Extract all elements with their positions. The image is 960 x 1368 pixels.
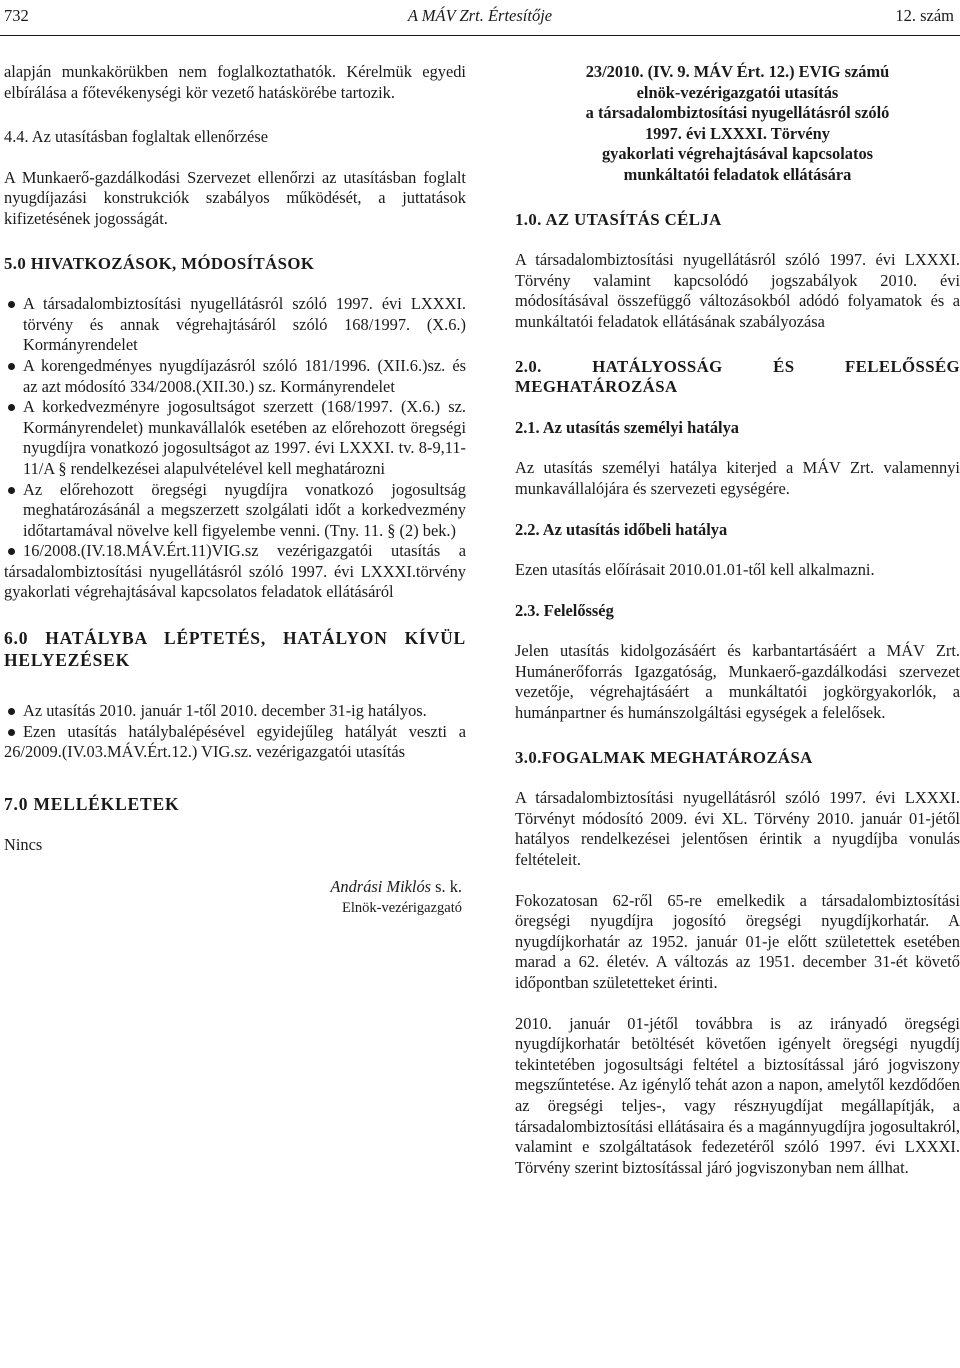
document-title-line: elnök-vezérigazgatói utasítás [636,82,839,102]
signature-name: Andrási Miklós [330,877,432,897]
section-2-3-text: Jelen utasítás kidolgozásáért és karbantartásáért a MÁV Zrt. Humánerőforrás Igazgatóság, Munkaerő-gazdálkodási szervezet vezetője, végrehajtásáért a munkáltatói jogkörgyakorlók, a humánpartner és humánszolgáltási egységek a felelősek. [515,641,960,723]
header-rule [0,35,960,36]
section-3-paragraph: Fokozatosan 62-ről 65-re emelkedik a társadalombiztosítási öregségi nyugdíjra jogosító öregségi nyugdíjkorhatár. A nyugdíjkorhatár az 1952. január 01-je előtt születettek esetében marad a 62. életév. A változás az 1951. december 31-ét követő időpontban születetteket érinti. [515,890,960,992]
effect-item: Az utasítás 2010. január 1-től 2010. december 31-ig hatályos. [4,701,466,722]
document-title [515,62,960,186]
document-title-line: gyakorlati végrehajtásával kapcsolatos [601,144,874,164]
section-3-paragraph: 2010. január 01-jétől továbbra is az irányadó öregségi nyugdíjkorhatár betöltését követően igényelt öregségi nyugdíj tekintetében jogosultsági feltétel a biztosítással járó jogviszony megszűntetése. Az igénylő tehát azon a napon, amelytől kezdődően az öregségi teljes-, vagy részнyugdíjat megállapítják, a társadalombiztosítási ellátásaira és a magánnyugdíjra jogosultakról, valamint e szolgáltatások fedezetéről szóló 1997. évi LXXXI. Törvény szerint biztosítással járó jogviszonyban nem állhat. [515,1013,960,1177]
document-title-line: munkáltatói feladatok ellátására [623,164,852,184]
document-title-line: 23/2010. (IV. 9. MÁV Ért. 12.) EVIG számú [585,62,890,81]
section-3-paragraph: A társadalombiztosítási nyugellátásról szóló 1997. évi LXXXI. Törvényt módosító 2009. évi XL. Törvény 2010. január 01-jétől hatályos rendelkezései jelentősen érintik a nyugdíjba vonulás feltételeit. [515,788,960,870]
reference-item: A társadalombiztosítási nyugellátásról szóló 1997. évi LXXXI. törvény és annak végrehajtásáról szóló 168/1997. (X.6.) Kormányrendelet [4,294,466,356]
section-4-4-title: 4.4. Az utasításban foglaltak ellenőrzése [4,127,268,147]
section-5-title: 5.0 HIVATKOZÁSOK, MÓDOSÍTÁSOK [4,253,315,273]
reference-item: 16/2008.(IV.18.MÁV.Ért.11)VIG.sz vezérigazgatói utasítás a társadalombiztosítási nyugellátásról szóló 1997. évi LXXXI.törvény gyakorlati végrehajtásával kapcsolatos feladatok ellátásáról [4,541,466,602]
section-7-title: 7.0 MELLÉKLETEK [4,793,180,814]
references-list [4,294,466,603]
reference-item: A korengedményes nyugdíjazásról szóló 181/1996. (XII.6.)sz. és az azt módosító 334/2008.(XII.30.) sz. Kormányrendelet [4,356,466,397]
right-column [515,62,960,1178]
issue-number: 12. szám [895,6,954,25]
section-3-title: 3.0.FOGALMAK MEGHATÁROZÁSA [515,747,813,767]
effect-list [4,701,466,763]
section-2-1-title: 2.1. Az utasítás személyi hatálya [515,417,739,437]
signature-suffix: s. k. [431,877,462,897]
page-header [0,6,960,28]
section-2-1-text: Az utasítás személyi hatálya kiterjed a MÁV Zrt. valamennyi munkavállalójára és szervezeti egységére. [515,458,960,498]
intro-paragraph: alapján munkakörükben nem foglalkoztathatók. Kérelmük egyedi elbírálása a főtevékenységi kör vezető hatáskörébe tartozik. [4,62,466,102]
left-column [4,62,466,919]
section-2-2-text: Ezen utasítás előírásait 2010.01.01-től kell alkalmazni. [515,560,875,580]
signature-role: Elnök-vezérigazgató [342,900,462,917]
section-2-2-title: 2.2. Az utasítás időbeli hatálya [515,519,728,539]
reference-item: Az előrehozott öregségi nyugdíjra vonatkozó jogosultság meghatározásánál a megszerzett szolgálati időt a korkedvezmény időtartamával növelve kell figyelembe venni. (Tny. 11. § (2) bek.) [4,480,466,542]
journal-title: A MÁV Zrt. Értesítője [407,6,553,25]
document-title-line: 1997. évi LXXXI. Törvény [644,123,830,143]
section-1-title: 1.0. AZ UTASÍTÁS CÉLJA [515,209,722,229]
section-1-text: A társadalombiztosítási nyugellátásról szóló 1997. évi LXXXI. Törvény valamint kapcsolódó jogszabályok 2010. évi módosításával összefüggő változásokból adódó folyamatok és a munkáltatói feladatok ellátásának szabályozása [515,250,960,331]
section-2-title: 2.0. HATÁLYOSSÁG ÉS FELELŐSSÉG MEGHATÁROZÁSA [515,356,960,397]
section-6-title: 6.0 HATÁLYBA LÉPTETÉS, HATÁLYON KÍVÜL HELYEZÉSEK [4,628,466,671]
section-4-4-text: A Munkaerő-gazdálkodási Szervezet ellenőrzi az utasításban foglalt nyugdíjazási konstrukciók szabályos működését, a juttatások kifizetésének jogosságát. [4,167,466,228]
page-number: 732 [4,6,29,25]
section-2-3-title: 2.3. Felelősség [515,600,614,620]
reference-item: A korkedvezményre jogosultságot szerzett (168/1997. (X.6.) sz. Kormányrendelet) munkavállalók esetében az előrehozott öregségi nyugdíjra vonatkozó jogosultságot az 1997. évi LXXXI. tv. 8-9,11-11/A § rendelkezései alapulvételével kell meghatározni [4,397,466,479]
effect-item: Ezen utasítás hatálybalépésével egyidejűleg hatályát veszti a 26/2009.(IV.03.MÁV.Ért.12.) VIG.sz. vezérigazgatói utasítás [4,721,466,762]
annex-text: Nincs [4,834,43,854]
signature-block [4,877,466,918]
document-title-line: a társadalombiztosítási nyugellátásról szóló [585,103,890,123]
